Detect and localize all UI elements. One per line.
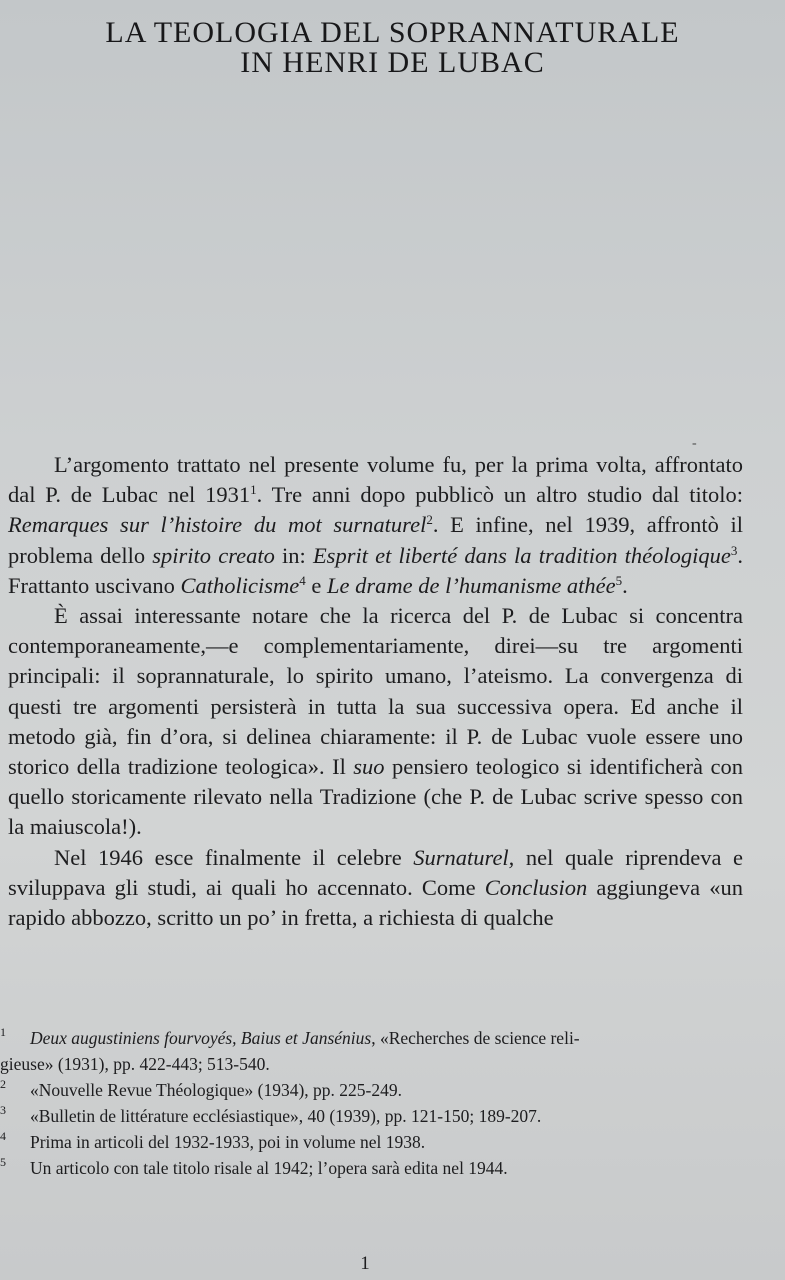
emphasis: Conclusion (484, 874, 588, 900)
footnote-number: 5 (0, 1155, 6, 1169)
chapter-title-line-2: IN HENRI DE LUBAC (240, 46, 545, 79)
footnote-number: 3 (0, 1103, 6, 1117)
footnote-number: 1 (0, 1025, 6, 1039)
footnote-ref-4: 4 (299, 572, 306, 588)
book-title: Surnaturel, (413, 844, 515, 870)
main-text (8, 450, 743, 933)
emphasis: suo (353, 754, 385, 780)
footnote: 5 Un articolo con tale titolo risale al 1942; l’opera sarà edita nel 1944. (0, 1155, 740, 1181)
footnote-ref-1: 1 (250, 482, 257, 498)
book-title: Catholicisme (180, 572, 300, 598)
footnote-number: 2 (0, 1077, 6, 1091)
footnote: 3 «Bulletin de littérature ecclésiastique», 40 (1939), pp. 121-150; 189-207. (0, 1103, 740, 1129)
book-title: Esprit et liberté dans la tradition théologique (312, 542, 731, 568)
footnote: 4 Prima in articoli del 1932-1933, poi in volume nel 1938. (0, 1129, 740, 1155)
chapter-title (0, 18, 785, 78)
page-number: 1 (360, 1253, 370, 1274)
book-title: Le drame de l’humanisme athée (326, 572, 616, 598)
footnote-ref-3: 3 (730, 542, 738, 558)
emphasis: spirito creato (152, 542, 275, 568)
paragraph-2: È assai interessante notare che la ricerca del P. de Lubac si concentra contemporaneamente,—e complementariamente, direi—su tre argomenti principali: il soprannaturale, lo spirito umano, l’ateismo. La convergenza di questi tre argomenti persisterà in tutta la sua successiva opera. Ed anche il metodo già, fin d’ora, si delinea chiaramente: il P. de Lubac vuole essere uno storico della tradizione teologica». Il suo pensiero teologico si identificherà con quello storicamente rilevato nella Tradizione (che P. de Lubac scrive spesso con la maiuscola!). (8, 603, 743, 840)
footnote-ref-2: 2 (426, 512, 433, 528)
footnote: 1 Deux augustiniens fourvoyés, Baius et Jansénius, «Recherches de science reli- gieuse» (1931), pp. 422-443; 513-540. (0, 1025, 740, 1077)
footnote-number: 4 (0, 1129, 6, 1143)
paragraph-1: L’argomento trattato nel presente volume fu, per la prima volta, affrontato dal P. de Lubac nel 1931$^1$. Tre anni dopo pubblicò un altro studio dal titolo: Remarques sur l’histoire du mot surnaturel$^2$. E infine, nel 1939, affrontò il problema dello spirito creato in: Esprit et liberté dans la tradition théologique$^3$. Frattanto uscivano Catholicisme$^4$ e Le drame de l’humanisme athée$^5$. (8, 452, 743, 598)
margin-mark: - (692, 436, 697, 451)
chapter-title-line-1: LA TEOLOGIA DEL SOPRANNATURALE (105, 16, 680, 49)
footnote: 2 «Nouvelle Revue Théologique» (1934), pp. 225-249. (0, 1077, 740, 1103)
footnote-ref-5: 5 (615, 572, 623, 588)
footnotes (0, 1025, 740, 1181)
book-title: Remarques sur l’histoire du mot surnaturel (8, 512, 427, 538)
paragraph-3: Nel 1946 esce finalmente il celebre Surnaturel, nel quale riprendeva e sviluppava gli studi, ai quali ho accennato. Come Conclusion aggiungeva «un rapido abbozzo, scritto un po’ in fretta, a richiesta di qualche (8, 844, 743, 931)
